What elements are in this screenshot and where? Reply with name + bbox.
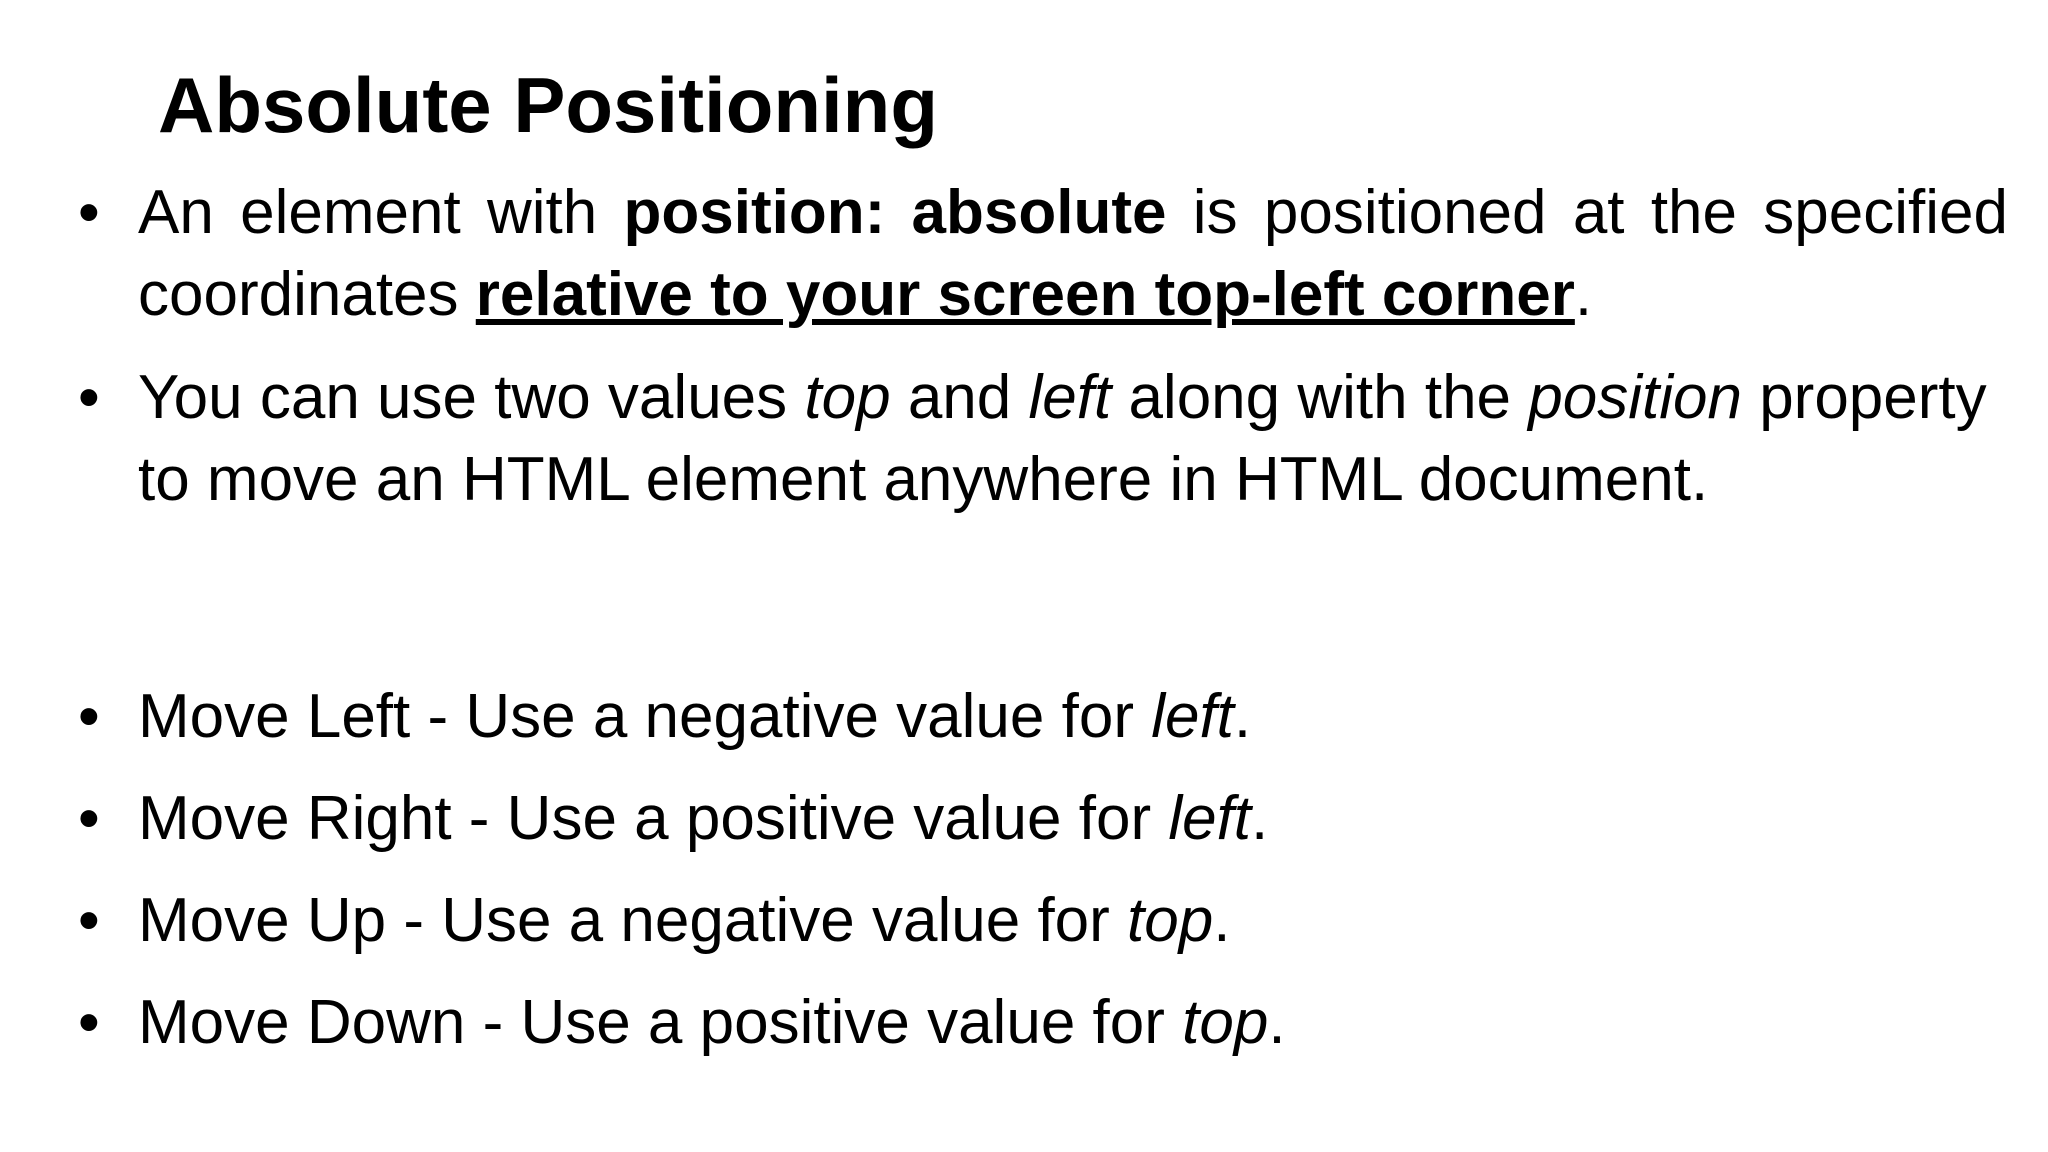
bullet-item-absolute-definition bbox=[78, 172, 2008, 336]
text-segment: You can use two values bbox=[138, 363, 805, 432]
italic-term: position bbox=[1528, 363, 1742, 432]
bold-underlined-phrase: relative to your screen top-left corner bbox=[475, 260, 1575, 329]
text-segment: along with the bbox=[1111, 363, 1529, 432]
italic-term: top bbox=[1127, 886, 1214, 955]
text-segment: and bbox=[890, 363, 1029, 432]
bullet-text bbox=[138, 778, 2008, 860]
bold-term: position: absolute bbox=[623, 178, 1167, 247]
text-segment: . bbox=[1268, 988, 1286, 1057]
text-segment: is positioned at the specified coordinates bbox=[138, 178, 2008, 329]
bullet-text bbox=[138, 880, 2008, 962]
bullet-text bbox=[138, 357, 2008, 521]
bullet-text bbox=[138, 172, 2008, 336]
italic-term: left bbox=[1028, 363, 1112, 432]
italic-term: left bbox=[1168, 784, 1252, 853]
bullet-text bbox=[138, 982, 2008, 1064]
bullet-item-move-left bbox=[78, 676, 2008, 758]
bullet-item-top-left-values bbox=[78, 357, 2008, 521]
text-segment: An element with bbox=[138, 178, 624, 247]
bullet-dot-icon: • bbox=[78, 784, 100, 853]
text-segment: Move Right - Use a positive value for bbox=[138, 784, 1169, 853]
bullet-dot-icon: • bbox=[78, 178, 100, 247]
text-segment: . bbox=[1213, 886, 1231, 955]
bullet-item-move-up bbox=[78, 880, 2008, 962]
text-segment: Move Up - Use a negative value for bbox=[138, 886, 1128, 955]
text-segment: . bbox=[1251, 784, 1269, 853]
text-segment: Move Down - Use a positive value for bbox=[138, 988, 1183, 1057]
bullet-text bbox=[138, 676, 2008, 758]
bullet-dot-icon: • bbox=[78, 363, 100, 432]
text-segment: . bbox=[1233, 682, 1252, 751]
text-segment: Move Left - Use a negative value for bbox=[138, 682, 1152, 751]
text-segment: . bbox=[1574, 260, 1593, 329]
italic-term: left bbox=[1151, 682, 1234, 751]
italic-term: top bbox=[804, 363, 891, 432]
bullet-dot-icon: • bbox=[78, 886, 100, 955]
bullet-dot-icon: • bbox=[78, 682, 100, 751]
slide-title: Absolute Positioning bbox=[158, 61, 938, 149]
italic-term: top bbox=[1182, 988, 1269, 1057]
text-segment: property to move an HTML element anywhere in HTML document. bbox=[138, 363, 1987, 514]
bullet-item-move-right bbox=[78, 778, 2008, 860]
bullet-item-move-down bbox=[78, 982, 2008, 1064]
bullet-dot-icon: • bbox=[78, 988, 100, 1057]
